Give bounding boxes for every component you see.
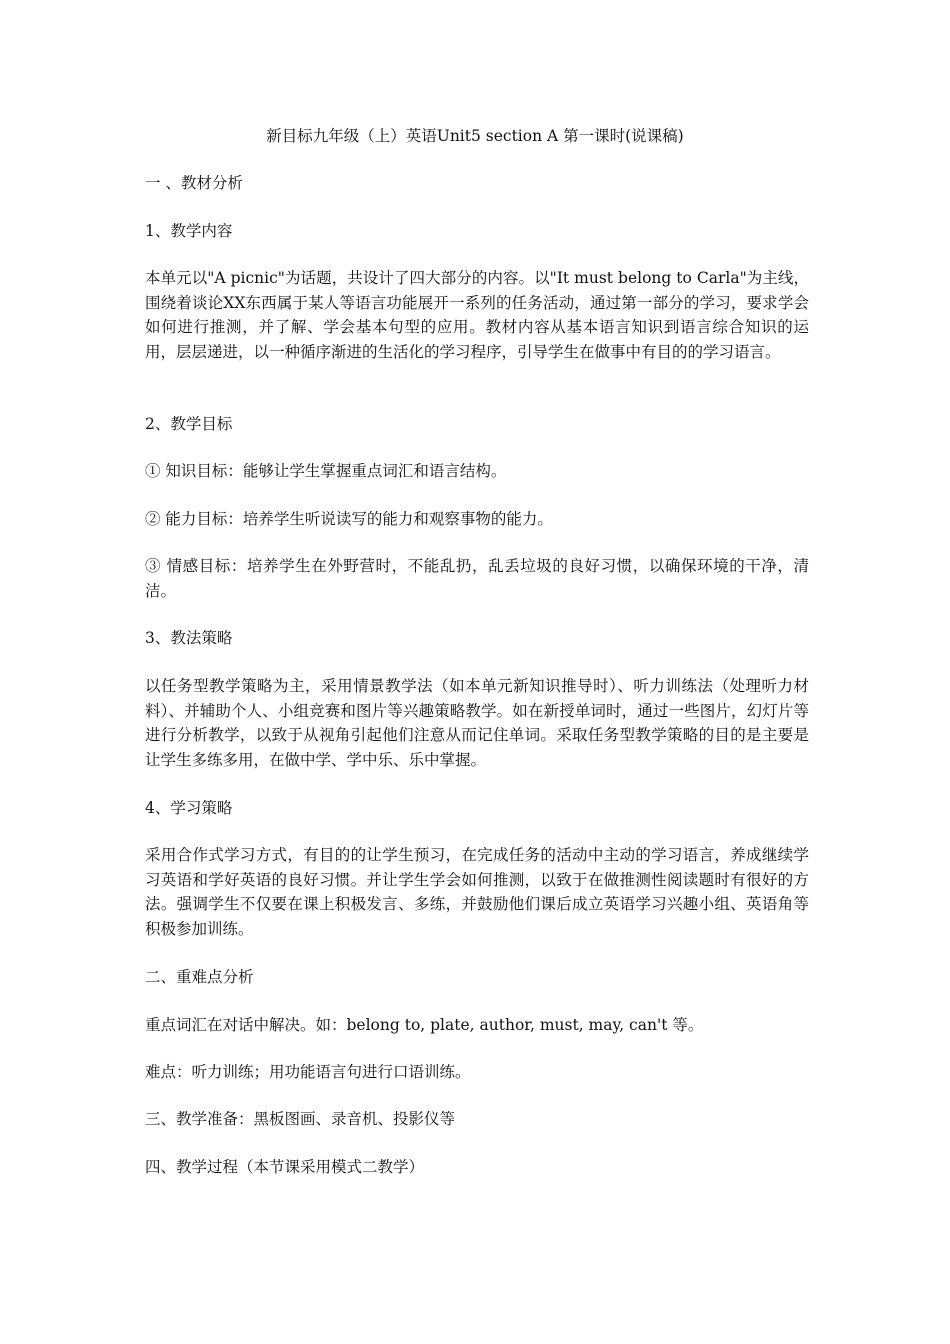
paragraph-teaching-strategy: 以任务型教学策略为主，采用情景教学法（如本单元新知识推导时）、听力训练法（处理听力材料）、并辅助个人、小组竞赛和图片等兴趣策略教学。如在新授单词时，通过一些图片，幻灯片等进行分析教学，以致于从视角引起他们注意从而记住单词。采取任务型教学策略的目的是主要是让学生多练多用，在做中学、学中乐、乐中掌握。 — [145, 677, 809, 769]
subsection-heading-teaching-strategy: 3、教法策略 — [145, 629, 233, 647]
goal-knowledge: ① 知识目标：能够让学生掌握重点词汇和语言结构。 — [145, 462, 507, 480]
paragraph-teaching-content: 本单元以"A picnic"为话题，共设计了四大部分的内容。以"It must belong to Carla"为主线，围绕着谈论XX东西属于某人等语言功能展开一系列的任务活动，通过第一部分的学习，要求学会如何进行推测，并了解、学会基本句型的应用。教材内容从基本语言知识到语言综合知识的运用，层层递进，以一种循序渐进的生活化的学习程序，引导学生在做事中有目的的学习语言。 — [145, 269, 809, 361]
paragraph-difficult-points: 难点：听力训练；用功能语言句进行口语训练。 — [145, 1063, 471, 1081]
document-title: 新目标九年级（上）英语Unit5 section A 第一课时(说课稿) — [266, 127, 684, 145]
section-heading-key-difficult: 二、重难点分析 — [145, 968, 254, 986]
section-heading-teaching-process: 四、教学过程（本节课采用模式二教学） — [145, 1158, 425, 1176]
subsection-heading-teaching-goals: 2、教学目标 — [145, 415, 233, 433]
paragraph-key-points: 重点词汇在对话中解决。如：belong to, plate, author, must, may, can't 等。 — [145, 1016, 704, 1034]
goal-emotion: ③ 情感目标：培养学生在外野营时，不能乱扔，乱丢垃圾的良好习惯，以确保环境的干净，清洁。 — [145, 557, 809, 600]
paragraph-learning-strategy: 采用合作式学习方式，有目的的让学生预习，在完成任务的活动中主动的学习语言，养成继续学习英语和学好英语的良好习惯。并让学生学会如何推测，以致于在做推测性阅读题时有很好的方法。强调学生不仅要在课上积极发言、多练，并鼓励他们课后成立英语学习兴趣小组、英语角等积极参加训练。 — [145, 846, 809, 938]
section-heading-textbook-analysis: 一 、教材分析 — [145, 174, 243, 192]
goal-ability: ② 能力目标：培养学生听说读写的能力和观察事物的能力。 — [145, 510, 553, 528]
subsection-heading-learning-strategy: 4、学习策略 — [145, 799, 233, 817]
subsection-heading-teaching-content: 1、教学内容 — [145, 222, 233, 240]
section-heading-preparation: 三、教学准备：黑板图画、录音机、投影仪等 — [145, 1110, 456, 1128]
